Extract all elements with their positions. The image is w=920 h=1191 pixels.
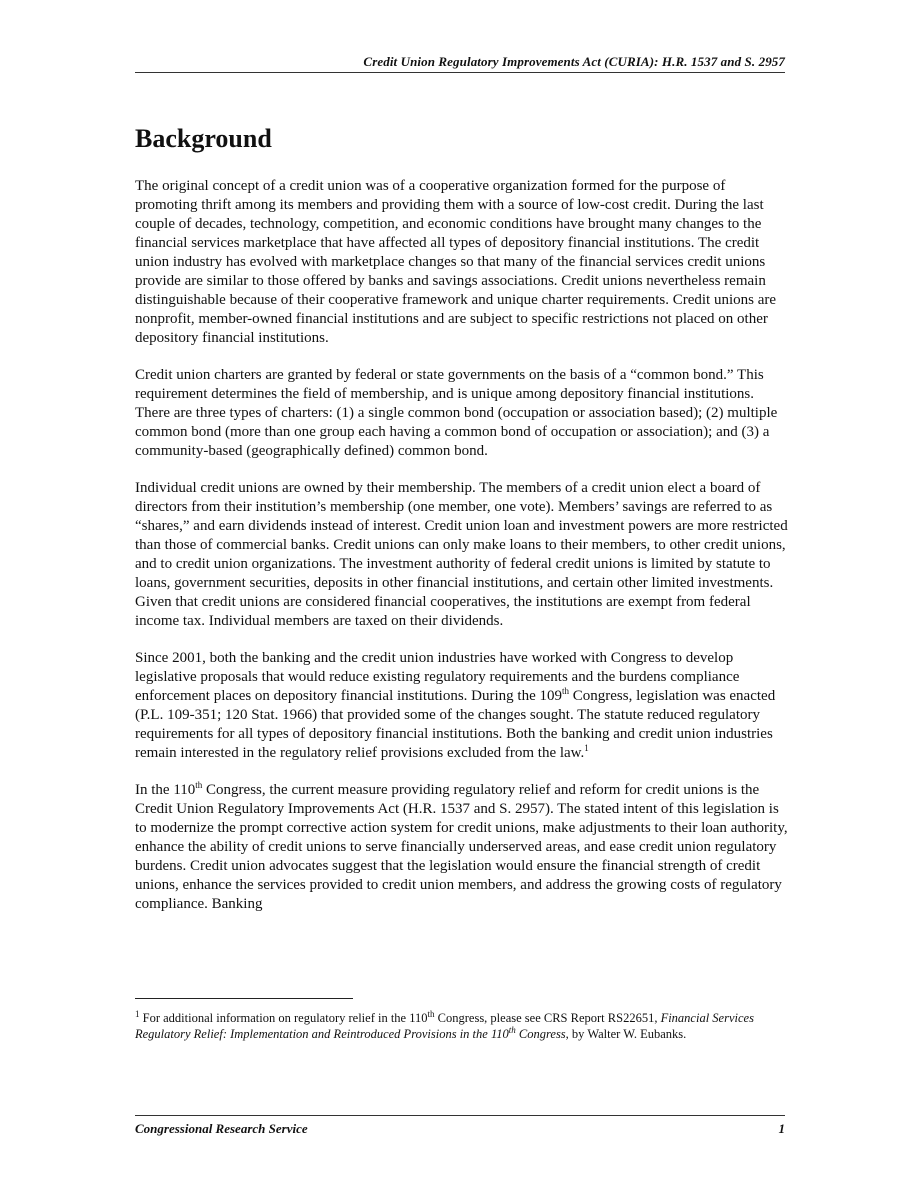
paragraph-3: Individual credit unions are owned by their membership. The members of a credit union elect a board of directors from their institution’s membership (one member, one vote). Members’ savings are referred to as “shares,” and earn dividends instead of interest. Credit union loan and investment powers are more restricted than those of commercial banks. Credit unions can only make loans to their members, to other credit unions, and to credit union organizations. The investment authority of federal credit unions is limited by statute to loans, government securities, deposits in other financial institutions, and certain other limited investments. Given that credit unions are considered financial cooperatives, the institutions are exempt from federal income tax. Individual members are taxed on their dividends. — [135, 480, 788, 629]
section-title: Background — [135, 124, 272, 153]
paragraph-2: Credit union charters are granted by federal or state governments on the basis of a “common bond.” This requirement determines the field of membership, and is unique among depository financial institutions. There are three types of charters: (1) a single common bond (occupation or association based); (2) multiple common bond (more than one group each having a common bond of occupation or association); and (3) a community-based (geographically defined) common bond. — [135, 367, 778, 459]
footnote-rule — [135, 998, 353, 999]
footnote-1 — [135, 1010, 785, 1042]
paragraph-4 — [135, 649, 789, 763]
report-title-b: Congress — [515, 1027, 566, 1041]
report-title-a: Financial Services Regulatory Relief: Implementation and Reintroduced Provisions in the 110 — [135, 1011, 754, 1041]
body-text — [135, 177, 789, 932]
paragraph-4-text-b: Congress, legislation was enacted (P.L. 109-351; 120 Stat. 1966) that provided some of the changes sought. The statute reduced regulatory requirements for all types of depository financial institutions. Both the banking and credit union industries remain interested in the regulatory relief provisions excluded from the law. — [135, 688, 776, 761]
paragraph-5-text-a: In the 110 — [135, 782, 196, 798]
page-number: 1 — [778, 1121, 785, 1136]
footnote-text-b: Congress, please see CRS Report RS22651, — [434, 1011, 661, 1025]
footnote-text-a: For additional information on regulatory relief in the 110 — [139, 1011, 428, 1025]
paragraph-1: The original concept of a credit union was of a cooperative organization formed for the purpose of promoting thrift among its members and providing them with a source of low-cost credit. During the last couple of decades, technology, competition, and economic conditions have brought many changes to the financial services marketplace that have affected all types of depository financial institutions. The credit union industry has evolved with marketplace changes so that many of the financial services credit unions provide are similar to those offered by banks and savings associations. Credit unions nevertheless remain distinguishable because of their cooperative framework and unique charter requirements. Credit unions are nonprofit, member-owned financial institutions and are subject to specific restrictions not placed on other depository financial institutions. — [135, 178, 777, 346]
paragraph-5 — [135, 781, 789, 914]
running-header: Credit Union Regulatory Improvements Act (CURIA): H.R. 1537 and S. 2957 — [363, 54, 785, 69]
paragraph-5-text-b: Congress, the current measure providing regulatory relief and reform for credit unions is the Credit Union Regulatory Improvements Act (H.R. 1537 and S. 2957). The stated intent of this legislation is to modernize the prompt corrective action system for credit unions, make adjustments to their loan authority, enhance the ability of credit unions to serve financially underserved areas, and ease credit union regulatory burdens. Credit union advocates suggest that the legislation would ensure the financial strength of credit unions, enhance the services provided to credit union members, and address the growing costs of regulatory compliance. Banking — [135, 782, 788, 912]
footnote-text-c: , by Walter W. Eubanks. — [565, 1027, 687, 1041]
paragraph-4-text-a: Since 2001, both the banking and the credit union industries have worked with Congress to develop legislative proposals that would reduce existing regulatory requirements and the burdens compliance enforcement places on depository financial institutions. During the 109 — [135, 650, 740, 704]
footnote-number: 1 — [135, 1008, 140, 1019]
ordinal-superscript: th — [508, 1024, 516, 1035]
footer-organization: Congressional Research Service — [135, 1121, 308, 1136]
footer-rule — [135, 1115, 785, 1116]
ordinal-superscript: th — [561, 686, 569, 696]
ordinal-superscript: th — [195, 780, 203, 790]
footnote-reference[interactable]: 1 — [584, 743, 589, 753]
ordinal-superscript: th — [427, 1008, 435, 1019]
header-rule — [135, 72, 785, 73]
page-footer — [135, 1121, 785, 1139]
